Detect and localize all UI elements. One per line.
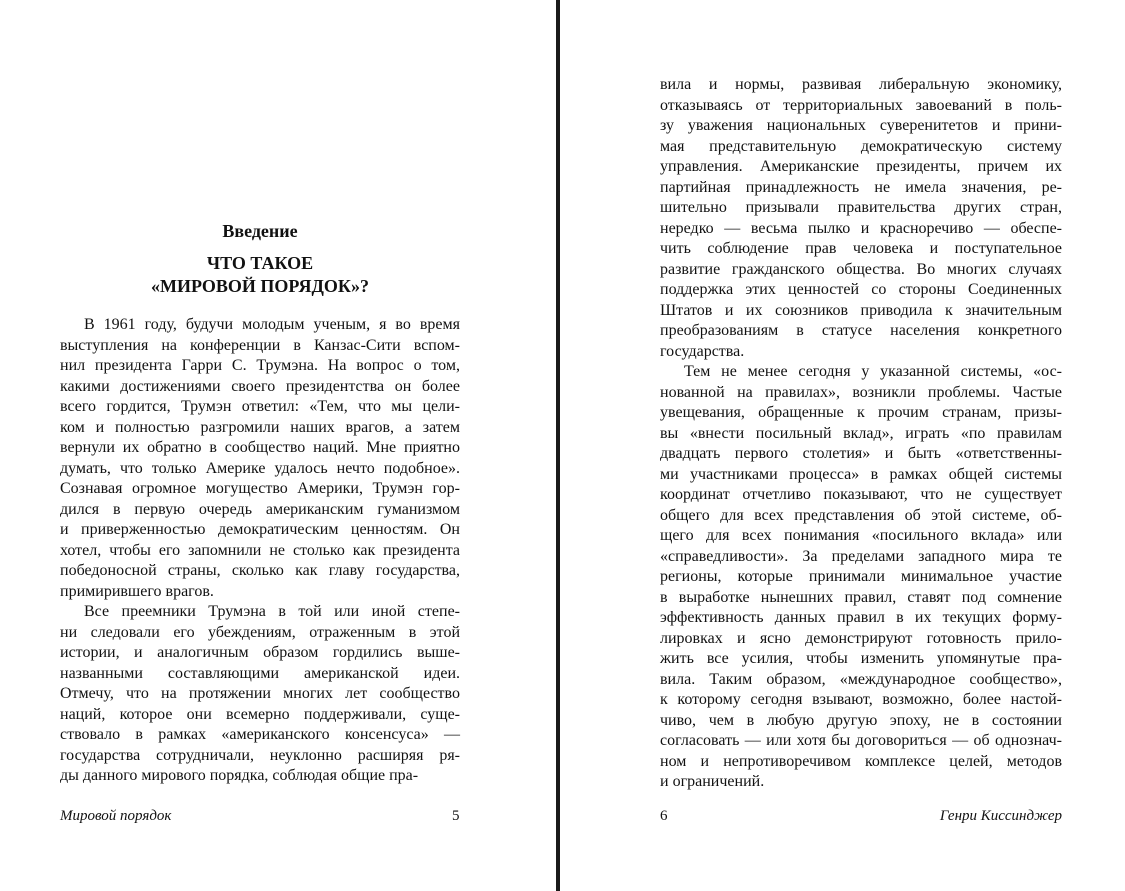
left-text-line: победоносной страны, сколько как главу государства, — [60, 562, 460, 579]
left-text-line: какими достижениями своего президентства он более — [60, 377, 460, 395]
left-text-line: ни следовали его убеждениям, отраженным в этой — [60, 623, 460, 641]
right-text-line: жить все усилия, чтобы изменить упомянутые пра- — [660, 650, 1062, 667]
right-text-line: регионы, которые принимали минимальное участие — [660, 568, 1062, 585]
left-page-number: 5 — [452, 808, 460, 824]
left-text-line: наций, которое они всемерно поддерживали, суще- — [60, 705, 460, 723]
right-text-line: и ограничений. — [660, 773, 765, 790]
chapter-title — [60, 252, 460, 298]
right-text-line: Штатов и их союзников приводила к значительным — [660, 301, 1062, 319]
right-text-line: ном и непротиворечивом комплексе целей, методов — [660, 752, 1062, 770]
right-text-line: вы «внести посильный вклад», играть «по правилам — [660, 424, 1062, 442]
left-text-line: Отмечу, что на протяжении многих лет сообщество — [60, 685, 460, 702]
left-text-line: ком и полностью разгромили наших врагов, а затем — [60, 418, 460, 436]
right-text-line: нередко — весьма пылко и красноречиво — обеспе- — [660, 219, 1062, 237]
chapter-title-line-2: «МИРОВОЙ ПОРЯДОК»? — [151, 276, 369, 296]
right-text-line: эффективность данных правил в их текущих форму- — [660, 609, 1062, 626]
left-text-line: всего гордится, Трумэн ответил: «Тем, что мы цели- — [60, 398, 460, 415]
left-page — [0, 0, 556, 891]
left-text-line: выступления на конференции в Канзас-Сити вспом- — [60, 336, 460, 354]
chapter-title-line-1: ЧТО ТАКОЕ — [206, 253, 314, 273]
right-text-line: партийная принадлежность не имела значения, ре- — [660, 178, 1062, 196]
right-text-line: лировках и ясно демонстрируют готовность прило- — [660, 629, 1062, 647]
left-footer-title: Мировой порядок — [60, 808, 172, 824]
right-running-title — [930, 806, 1062, 826]
section-label: Введение — [222, 221, 298, 241]
right-text-line: «справедливости». За пределами западного мира те — [660, 547, 1062, 565]
right-text-line: вила. Таким образом, «международное сообщество», — [660, 670, 1062, 688]
right-text-line: общего для всех представления об этой системе, об- — [660, 506, 1062, 524]
right-text-line: управления. Американские президенты, причем их — [660, 158, 1062, 175]
right-text-line: увещевания, обращенные к прочим странам, призы- — [660, 404, 1062, 421]
right-text-line: отказываясь от территориальных завоеваний в поль- — [660, 96, 1062, 114]
right-text-line: в выработке нынешних правил, ставят под сомнение — [660, 588, 1062, 606]
right-page-number: 6 — [660, 808, 668, 824]
left-text-line: вернули их обратно в сообщество наций. Мне приятно — [60, 439, 460, 456]
left-text-line: государства сотрудничали, неуклонно расширяя ря- — [60, 746, 460, 764]
left-text-line: и приверженностью демократическим ценностям. Он — [60, 521, 460, 538]
left-text-line: ды данного мирового порядка, соблюдая общие пра- — [60, 767, 419, 784]
left-text-line: Все преемники Трумэна в той или иной степе- — [84, 603, 460, 620]
left-text-line: истории, и аналогичным образом гордились выше- — [60, 644, 460, 661]
left-text-line: дился в первую очередь американским гуманизмом — [60, 500, 460, 518]
left-running-title — [60, 806, 171, 826]
right-footer-title: Генри Киссинджер — [939, 808, 1062, 824]
right-text-line: преобразованиям в статусе населения конкретного — [660, 322, 1062, 339]
left-text-line: нил президента Гарри С. Трумэна. На вопрос о том, — [60, 357, 460, 374]
right-text-line: шительно призывали правительства других стран, — [660, 199, 1062, 216]
left-text-line: примирившего врагов. — [60, 582, 214, 600]
right-text-line: ми участниками процесса» в рамках общей системы — [660, 465, 1062, 483]
right-text-line: чиво, чем в любую другую эпоху, не в состоянии — [660, 711, 1062, 729]
right-text-line: вила и нормы, развивая либеральную экономику, — [660, 76, 1062, 93]
right-text-line: координат отчетливо показывают, что не существует — [660, 486, 1062, 503]
right-text-line: чить соблюдение прав человека и поступательное — [660, 240, 1062, 257]
left-text-line: думать, что только Америке удалось нечто подобное». — [60, 459, 460, 477]
left-text-line: названными составляющими американской идеи. — [60, 664, 460, 682]
book-spine — [556, 0, 560, 891]
right-text-line: двадцать первого столетия» и быть «ответственны- — [660, 445, 1062, 462]
right-text-line: мая представительную демократическую систему — [660, 137, 1062, 155]
right-text-line: согласовать — или хотя бы договориться — об однознач- — [660, 732, 1062, 749]
left-text-line: ствовало в рамках «американского консенсуса» — — [60, 726, 460, 743]
right-text-line: государства. — [660, 342, 745, 360]
left-text-line: Сознавая огромное могущество Америки, Трумэн гор- — [60, 480, 460, 497]
right-text-line: щего для всех понимания «посильного вклада» или — [660, 527, 1062, 544]
right-text-line: Тем не менее сегодня у указанной системы, «ос- — [684, 363, 1062, 380]
right-text-line: развитие гражданского общества. Во многих случаях — [660, 260, 1062, 278]
right-text-line: зу уважения национальных суверенитетов и прини- — [660, 117, 1062, 134]
left-text-line: хотел, чтобы его запомнили не столько как президента — [60, 541, 460, 559]
left-text-line: В 1961 году, будучи молодым ученым, я во время — [84, 316, 460, 333]
right-text-line: к которому сегодня взывают, возможно, более настой- — [660, 691, 1062, 708]
right-text-line: нованной на правилах», возникли проблемы. Частые — [660, 383, 1062, 401]
right-text-line: поддержка этих ценностей со стороны Соединенных — [660, 281, 1062, 298]
